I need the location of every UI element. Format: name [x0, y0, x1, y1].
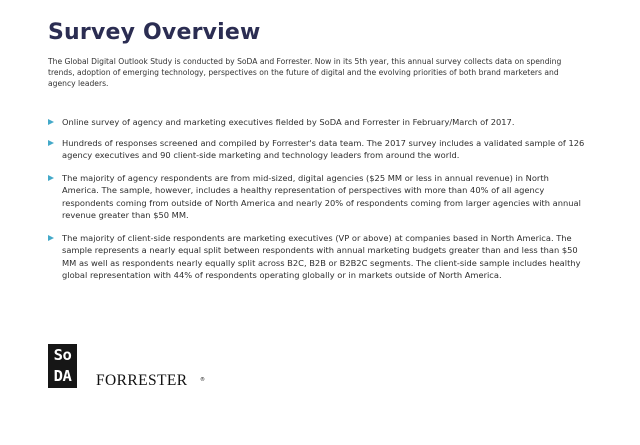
bullet-text: Hundreds of responses screened and compiled by Forrester's data team. The 2017 survey includes a validated sample of 126 agency executives and 90 client-side marketing and technology leaders from around the world. — [62, 137, 585, 160]
list-item — [48, 172, 588, 222]
soda-logo-bottom: DA — [53, 367, 72, 385]
soda-logo — [48, 344, 77, 388]
bullet-list — [48, 116, 588, 282]
bullet-text: Online survey of agency and marketing executives fielded by SoDA and Forrester in February/March of 2017. — [62, 117, 515, 127]
arrow-bullet-icon — [48, 140, 54, 146]
registered-mark: ® — [200, 377, 205, 383]
arrow-bullet-icon — [48, 235, 54, 241]
list-item — [48, 232, 588, 282]
forrester-logo: FORRESTER — [96, 372, 188, 389]
arrow-bullet-icon — [48, 119, 54, 125]
list-item — [48, 137, 588, 162]
bullet-text: The majority of client-side respondents are marketing executives (VP or above) at companies based in North America. The sample represents a nearly equal split between respondents with annual marketing budgets greater than and less than $50 MM as well as respondents nearly equally split across B2C, B2B or B2B2C segments. The client-side sample includes healthy global representation with 44% of respondents operating globally or in markets outside of North America. — [62, 232, 581, 280]
list-item — [48, 116, 588, 129]
soda-logo-top: So — [53, 346, 72, 364]
arrow-bullet-icon — [48, 175, 54, 181]
page-title: Survey Overview — [48, 20, 261, 45]
bullet-text: The majority of agency respondents are from mid-sized, digital agencies ($25 MM or less in annual revenue) in North America. The sample, however, includes a healthy representation of perspectives with more than 40% of all agency respondents coming from outside of North America and nearly 20% of respondents coming from larger agencies with annual revenue greater than $50 MM. — [62, 172, 581, 220]
intro-paragraph: The Global Digital Outlook Study is conducted by SoDA and Forrester. Now in its 5th year, this annual survey collects data on spending trends, adoption of emerging technology, perspectives on the future of digital and the evolving priorities of both brand marketers and agency leaders. — [48, 57, 562, 88]
